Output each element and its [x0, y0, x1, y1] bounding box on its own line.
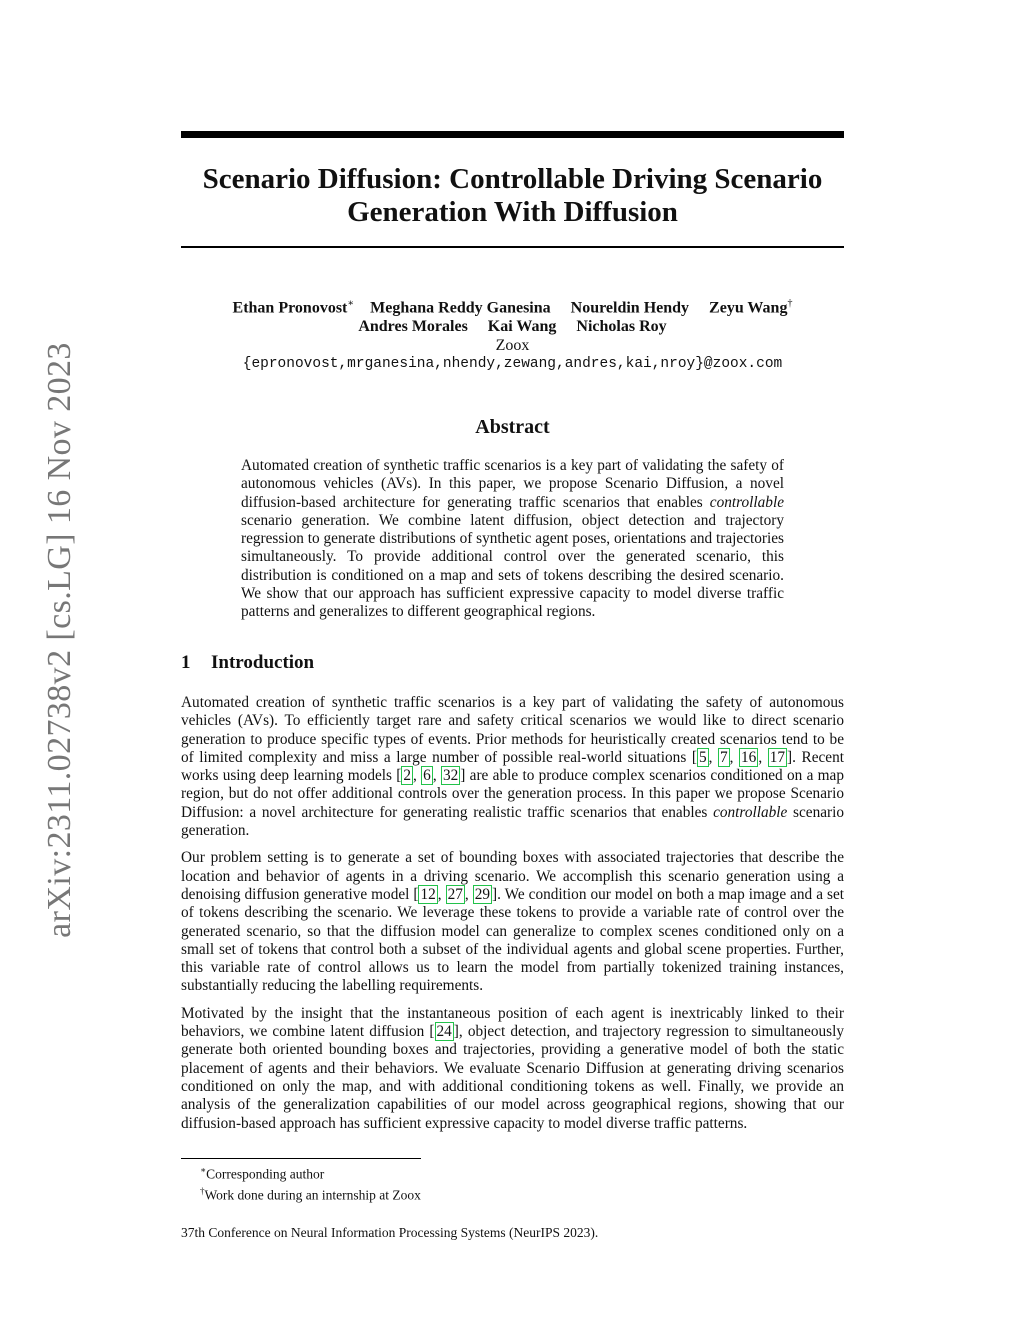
author-name: Kai Wang — [487, 318, 557, 336]
text: scenario generation. — [181, 803, 844, 840]
section-heading — [181, 652, 314, 674]
abstract-emphasis: controllable — [709, 493, 784, 511]
citation-link[interactable]: 2 — [403, 767, 412, 785]
text: ] are able to produce complex scenarios conditioned on a map region, but do not offer additional controls over the generation process. In this paper we propose Scenario Diffusion: a novel architecture for generating realistic traffic scenarios that enables — [181, 767, 845, 821]
citation-link[interactable]: 6 — [423, 767, 431, 785]
abstract-part: Automated creation of synthetic traffic scenarios is a key part of validating the safety of autonomous vehicles (AVs). In this paper, we propose Scenario Diffusion, a novel diffusion-based architecture for generating traffic scenarios that enables — [241, 457, 784, 511]
citation-link[interactable]: 24 — [436, 1023, 452, 1041]
citation-link[interactable]: 12 — [420, 885, 436, 903]
author-name: Ethan Pronovost — [232, 299, 348, 317]
footnote-text: Corresponding author — [206, 1166, 325, 1182]
footnote-text: Work done during an internship at Zoox — [204, 1187, 421, 1202]
footnote — [200, 1162, 421, 1183]
text: ], object detection, and trajectory regression to simultaneously generate both oriented bounding boxes and trajectories, providing a generative model of both the static placement of agents and their behaviors. We evaluate Scenario Diffusion at generating driving scenarios conditioned on only the map, and with additional conditioning tokens as well. Finally, we provide an analysis of the generalization capabilities of our model across geographical regions, showing that our diffusion-based approach has sufficient expressive capacity to model diverse traffic patterns. — [181, 1023, 844, 1132]
citation-link[interactable]: 29 — [474, 885, 491, 903]
author-emails: {epronovost,mrganesina,nhendy,zewang,andres,kai,nroy}@zoox.com — [242, 356, 783, 373]
title-line-2: Generation With Diffusion — [347, 196, 678, 228]
abstract-heading: Abstract — [475, 416, 550, 438]
citation-link[interactable]: 16 — [741, 748, 757, 766]
paragraph — [181, 1005, 844, 1133]
author-name: Noureldin Hendy — [570, 299, 690, 317]
text: Motivated by the insight that the instantaneous position of each agent is inextricably linked to their behaviors, we combine latent diffusion [ — [181, 1004, 844, 1041]
paragraph: Our problem setting is to generate a set of bounding boxes with associated trajectories that describe the location and behavior of agents in a driving scenario. We accomplish this scenario generation using a denoising diffusion generative model [ 12 , 27 , 29 ]. We condition our model on both a map image and a set of tokens describing the scenario. We leverage these tokens to provide a variable rate of control over the generated scenario, so that the diffusion model can generalize to complex scenes conditioned only on a small set of tokens that control both a subset of the individual agents and global scene properties. Further, this variable rate of control allows us to learn the model from partially tokenized training instances, substantially reducing the labelling requirements. — [181, 849, 844, 995]
footnote — [200, 1183, 421, 1204]
title-bottom-rule — [181, 246, 844, 248]
text: ]. We condition our model on both a map image and a set of tokens describing the scenario. We leverage these tokens to provide a variable rate of control over the generated scenario, so that the diffusion model can generalize to complex scenes conditioned only on a small set of tokens that control both a subset of the individual agents and global scene properties. Further, this variable rate of control allows us to learn the model from partially tokenized training instances, substantially reducing the labelling requirements. — [181, 885, 844, 995]
affiliation: Zoox — [495, 337, 530, 355]
text: Our problem setting is to generate a set of bounding boxes with associated trajectories that describe the location and behavior of agents in a driving scenario. We accomplish this scenario generation using a denoising diffusion generative model [ — [181, 849, 844, 903]
citation-link[interactable]: 17 — [769, 748, 786, 766]
author-line-1 — [181, 294, 844, 317]
arxiv-identifier: arXiv:2311.02738v2 [cs.LG] 16 Nov 2023 — [41, 342, 78, 938]
title-line-1: Scenario Diffusion: Controllable Driving Scenario — [202, 163, 823, 195]
abstract-text — [241, 457, 784, 622]
section-title: Introduction — [211, 652, 315, 673]
author-line-2 — [181, 317, 844, 336]
citation-link[interactable]: 7 — [719, 748, 728, 766]
paper-title — [181, 163, 844, 229]
venue-note: 37th Conference on Neural Information Processing Systems (NeurIPS 2023). — [181, 1225, 599, 1240]
paragraph: Automated creation of synthetic traffic scenarios is a key part of validating the safety of autonomous vehicles (AVs). To efficiently target rare and safety critical scenarios we would like to direct scenario generation to produce specific types of events. Prior methods for heuristically created scenarios tend to be of limited complexity and miss a large number of possible real-world situations [ 5 , 7 , 16 , 17 ]. Recent works using deep learning models [ 2 , 6 , 32 ] are able to produce complex scenarios conditioned on a map region, but do not offer additional controls over the generation process. In this paper we propose Scenario Diffusion: a novel architecture for generating realistic traffic scenarios that enables controllable scenario generation. — [181, 694, 845, 840]
author-name: Meghana Reddy Ganesina — [370, 299, 551, 317]
citation-link[interactable]: 32 — [442, 767, 459, 785]
author-block — [181, 294, 844, 374]
footnotes — [200, 1162, 421, 1203]
footnote-mark: † — [200, 1185, 205, 1196]
abstract-part: scenario generation. We combine latent diffusion, object detection and trajectory regression to generate distributions of synthetic agent poses, orientations and trajectories simultaneously. To provide additional control over the generated scenario, this distribution is conditioned on a map and sets of tokens describing the desired scenario. We show that our approach has sufficient expressive capacity to model diverse traffic patterns and generalizes to different geographical regions. — [241, 511, 784, 621]
internship-mark: † — [787, 298, 793, 309]
footnote-mark: ∗ — [200, 1165, 207, 1175]
citation-link[interactable]: 27 — [447, 885, 463, 903]
corresponding-mark: ∗ — [347, 298, 355, 309]
text: ]. Recent works using deep learning models [ — [181, 748, 844, 785]
section-number: 1 — [181, 652, 191, 673]
text: Automated creation of synthetic traffic scenarios is a key part of validating the safety of autonomous vehicles (AVs). To efficiently target rare and safety critical scenarios we would like to direct scenario generation to produce specific types of events. Prior methods for heuristically created scenarios tend to be of limited complexity and miss a large number of possible real-world situations [ — [181, 694, 844, 766]
footnote-rule — [181, 1158, 421, 1159]
author-name: Nicholas Roy — [576, 318, 667, 336]
title-top-rule — [181, 131, 844, 138]
author-name: Andres Morales — [358, 318, 468, 336]
author-name: Zeyu Wang — [709, 299, 788, 317]
introduction-body — [181, 694, 844, 1142]
emphasis: controllable — [713, 803, 788, 821]
citation-link[interactable]: 5 — [698, 748, 707, 766]
